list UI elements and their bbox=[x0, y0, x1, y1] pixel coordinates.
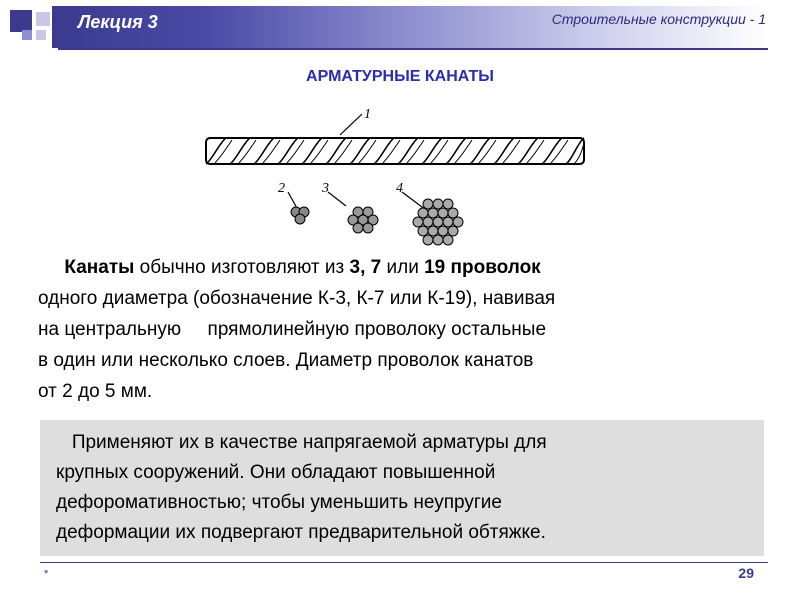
footer-marker: * bbox=[44, 568, 49, 580]
paragraph-line-4: в один или несколько слоев. Диаметр проволок канатов bbox=[38, 350, 534, 371]
note-line-4: деформации их подвергают предварительной обтяжке. bbox=[56, 522, 546, 543]
leader-line-3 bbox=[328, 192, 346, 206]
page-number: 29 bbox=[738, 565, 754, 581]
figure-label-4: 4 bbox=[396, 181, 403, 196]
footer-divider bbox=[40, 562, 768, 563]
course-title: Строительные конструкции - 1 bbox=[551, 11, 766, 27]
twisted-rope bbox=[206, 138, 584, 164]
bold-term-wires: 19 проволок bbox=[424, 257, 541, 278]
paragraph-line-5: от 2 до 5 мм. bbox=[38, 381, 153, 402]
slide-title: АРМАТУРНЫЕ КАНАТЫ bbox=[306, 68, 494, 85]
text-fragment: или bbox=[381, 257, 425, 278]
paragraph-line-3: на центральную прямолинейную проволоку остальные bbox=[38, 319, 547, 340]
leader-line-4 bbox=[402, 192, 426, 210]
cross-section-3-wire bbox=[291, 207, 309, 224]
bold-term-ropes: Канаты bbox=[64, 257, 135, 278]
figure-label-1: 1 bbox=[364, 107, 371, 122]
paragraph-line-1 bbox=[38, 252, 778, 283]
main-paragraph bbox=[38, 252, 778, 407]
text-fragment: обычно изготовляют из bbox=[134, 257, 350, 278]
figure-label-2: 2 bbox=[278, 181, 285, 196]
note-line-1: Применяют их в качестве напрягаемой арматуры для bbox=[56, 432, 547, 453]
note-paragraph bbox=[56, 428, 756, 548]
lecture-label: Лекция 3 bbox=[78, 12, 158, 32]
paragraph-line-2: одного диаметра (обозначение К-3, К-7 или К-19), навивая bbox=[38, 288, 556, 309]
leader-line-1 bbox=[340, 114, 362, 135]
rope-illustration bbox=[200, 100, 590, 250]
bold-term-counts: 3, 7 bbox=[349, 257, 382, 278]
note-line-3: дефоромативностью; чтобы уменьшить неупругие bbox=[56, 492, 502, 513]
figure-label-3: 3 bbox=[322, 181, 329, 196]
header-divider bbox=[58, 48, 768, 50]
note-line-2: крупных сооружений. Они обладают повышенной bbox=[56, 462, 496, 483]
cross-section-7-wire bbox=[348, 207, 378, 233]
